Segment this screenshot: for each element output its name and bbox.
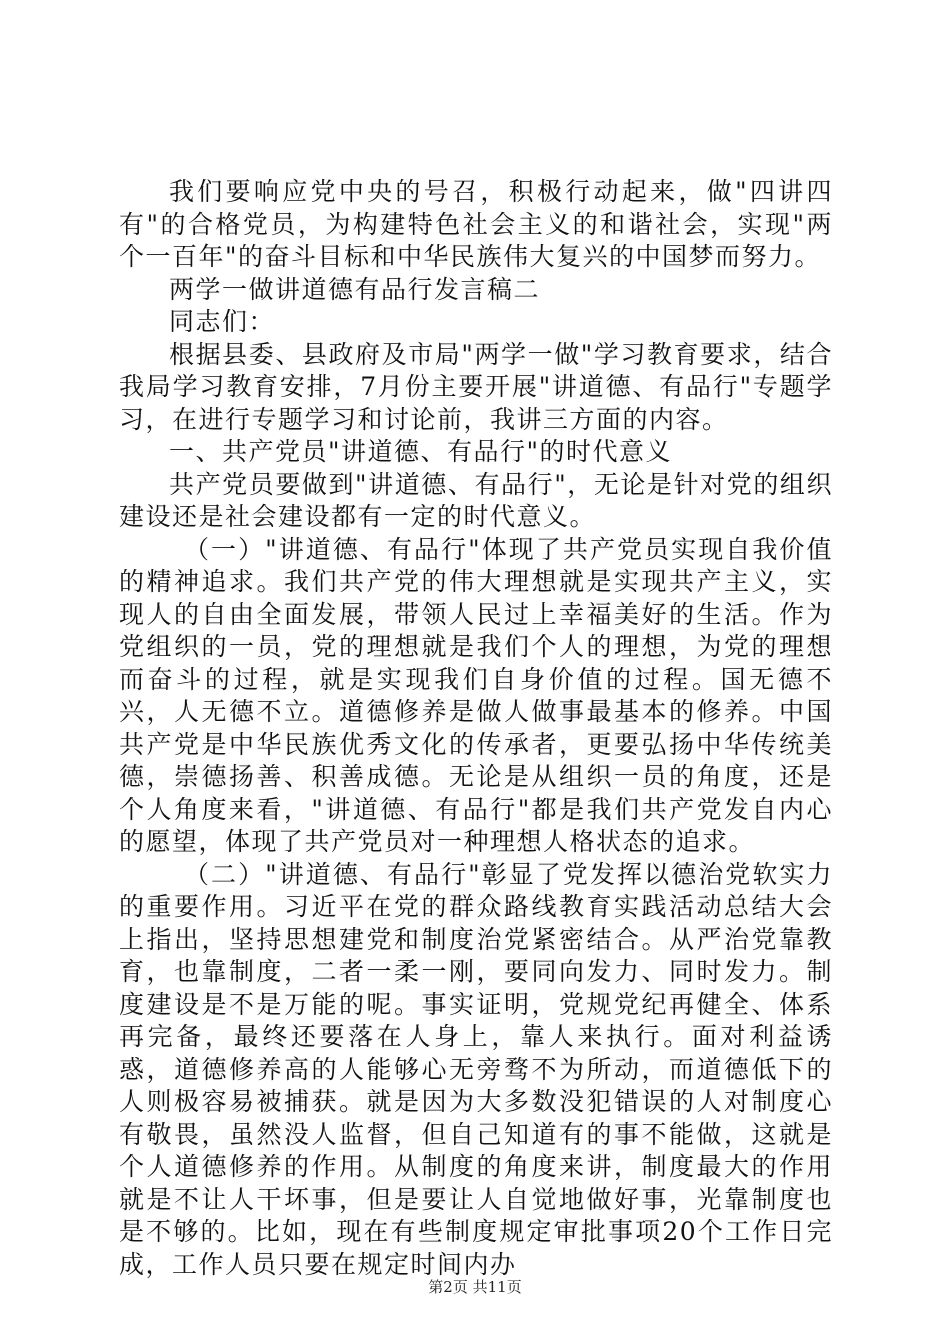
paragraph-significance: 共产党员要做到"讲道德、有品行"，无论是针对党的组织建设还是社会建设都有一定的时代意义。 [119,469,833,531]
paragraph-point-two: （二）"讲道德、有品行"彰显了党发挥以德治党软实力的重要作用。习近平在党的群众路线教育实践活动总结大会上指出，坚持思想建党和制度治党紧密结合。从严治党靠教育，也靠制度，二者一柔一刚，要同向发力、同时发力。制度建设是不是万能的呢。事实证明，党规党纪再健全、体系再完备，最终还要落在人身上，靠人来执行。面对利益诱惑，道德修养高的人能够心无旁骛不为所动，而道德低下的人则极容易被捕获。就是因为大多数没犯错误的人对制度心有敬畏，虽然没人监督，但自己知道有的事不能做，这就是个人道德修养的作用。从制度的角度来讲，制度最大的作用就是不让人干坏事，但是要让人自觉地做好事，光靠制度也是不够的。比如，现在有些制度规定审批事项20个工作日完成，工作人员只要在规定时间内办 [119,859,833,1279]
paragraph-closing: 我们要响应党中央的号召，积极行动起来，做"四讲四有"的合格党员，为构建特色社会主义的和谐社会，实现"两个一百年"的奋斗目标和中华民族伟大复兴的中国梦而努力。 [119,177,833,271]
paragraph-intro: 根据县委、县政府及市局"两学一做"学习教育要求，结合我局学习教育安排，7月份主要开展"讲道德、有品行"专题学习，在进行专题学习和讨论前，我讲三方面的内容。 [119,339,833,434]
paragraph-point-one: （一）"讲道德、有品行"体现了共产党员实现自我价值的精神追求。我们共产党的伟大理想就是实现共产主义，实现人的自由全面发展，带领人民过上幸福美好的生活。作为党组织的一员，党的理想就是我们个人的理想，为党的理想而奋斗的过程，就是实现我们自身价值的过程。国无德不兴，人无德不立。道德修养是做人做事最基本的修养。中国共产党是中华民族优秀文化的传承者，更要弘扬中华传统美德，崇德扬善、积善成德。无论是从组织一员的角度，还是个人角度来看，"讲道德、有品行"都是我们共产党发自内心的愿望，体现了共产党员对一种理想人格状态的追求。 [119,534,833,856]
document-body [119,176,833,1281]
page-number: 第2页 共11页 [428,1278,522,1296]
speech-title: 两学一做讲道德有品行发言稿二 [169,274,541,304]
section-heading: 一、共产党员"讲道德、有品行"的时代意义 [169,437,672,466]
salutation: 同志们： [169,307,276,336]
